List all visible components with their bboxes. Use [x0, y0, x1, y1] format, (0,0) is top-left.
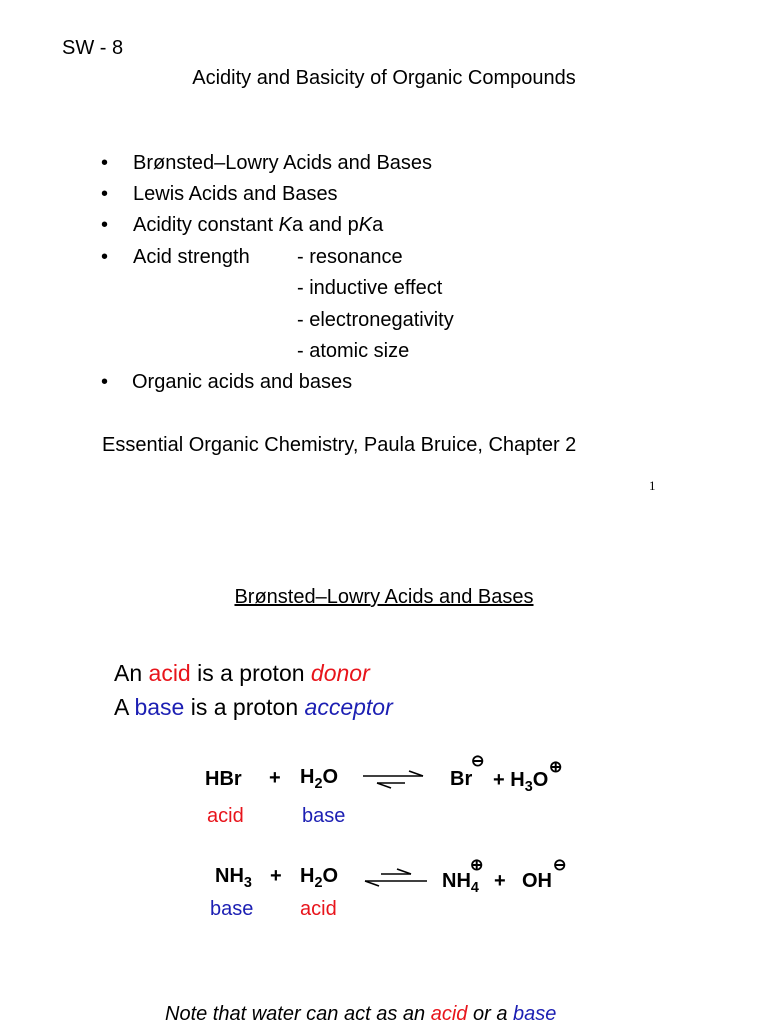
bullet-4: • Acid strength	[101, 246, 250, 268]
acid-strength-item: - resonance	[297, 246, 403, 268]
note: Note that water can act as an acid or a base	[165, 1003, 557, 1025]
product-ammonium: $NH_4$	[442, 870, 479, 897]
negative-charge-icon: ⊖	[553, 857, 567, 874]
bullet-text: Lewis Acids and Bases	[133, 183, 338, 205]
product-hydroxide: OH	[522, 870, 552, 892]
bullet-text: Acidity constant Ka and pKa	[133, 214, 384, 236]
definition-acid: An acid is a proton donor	[114, 660, 370, 686]
label-base: base	[210, 898, 254, 920]
definition-base: A base is a proton acceptor	[114, 694, 393, 720]
negative-charge-icon: ⊖	[471, 753, 485, 770]
slide-title: Acidity and Basicity of Organic Compounds	[192, 67, 576, 89]
product-hydronium: + $H_3O$	[493, 769, 549, 796]
product-bromide: Br	[450, 768, 473, 790]
positive-charge-icon: ⊕	[470, 857, 484, 874]
reactant-hbr: HBr	[205, 768, 242, 790]
page-number: 1	[649, 478, 656, 493]
equilibrium-arrow	[361, 770, 427, 790]
positive-charge-icon: ⊕	[549, 759, 563, 776]
bullet-2: • Lewis Acids and Bases	[101, 183, 338, 205]
reactant-water: $H_2O$	[300, 766, 339, 793]
bullet-1: • Brønsted–Lowry Acids and Bases	[101, 152, 433, 174]
bullet-5: • Organic acids and bases	[101, 371, 353, 393]
reactant-ammonia: $NH_3$	[215, 865, 252, 892]
bullet-text: Acid strength	[133, 246, 250, 268]
acid-strength-item: - atomic size	[297, 340, 410, 362]
bullet-text: Brønsted–Lowry Acids and Bases	[133, 152, 433, 174]
plus-sign: +	[269, 767, 281, 789]
reactant-water: $H_2O$	[300, 865, 339, 892]
acid-strength-item: - electronegativity	[297, 309, 454, 331]
bullet-3: • Acidity constant Ka and pKa	[101, 214, 384, 236]
bullet-text: Organic acids and bases	[132, 371, 353, 393]
acid-strength-item: - inductive effect	[297, 277, 443, 299]
label-base: base	[302, 805, 346, 827]
reference: Essential Organic Chemistry, Paula Bruice, Chapter 2	[102, 434, 577, 456]
slide-heading: Brønsted–Lowry Acids and Bases	[234, 586, 534, 608]
label-acid: acid	[300, 898, 337, 920]
slide-code: SW - 8	[62, 37, 124, 59]
equilibrium-arrow	[363, 868, 429, 888]
plus-sign: +	[270, 865, 282, 887]
label-acid: acid	[207, 805, 244, 827]
plus-sign: +	[494, 870, 506, 892]
